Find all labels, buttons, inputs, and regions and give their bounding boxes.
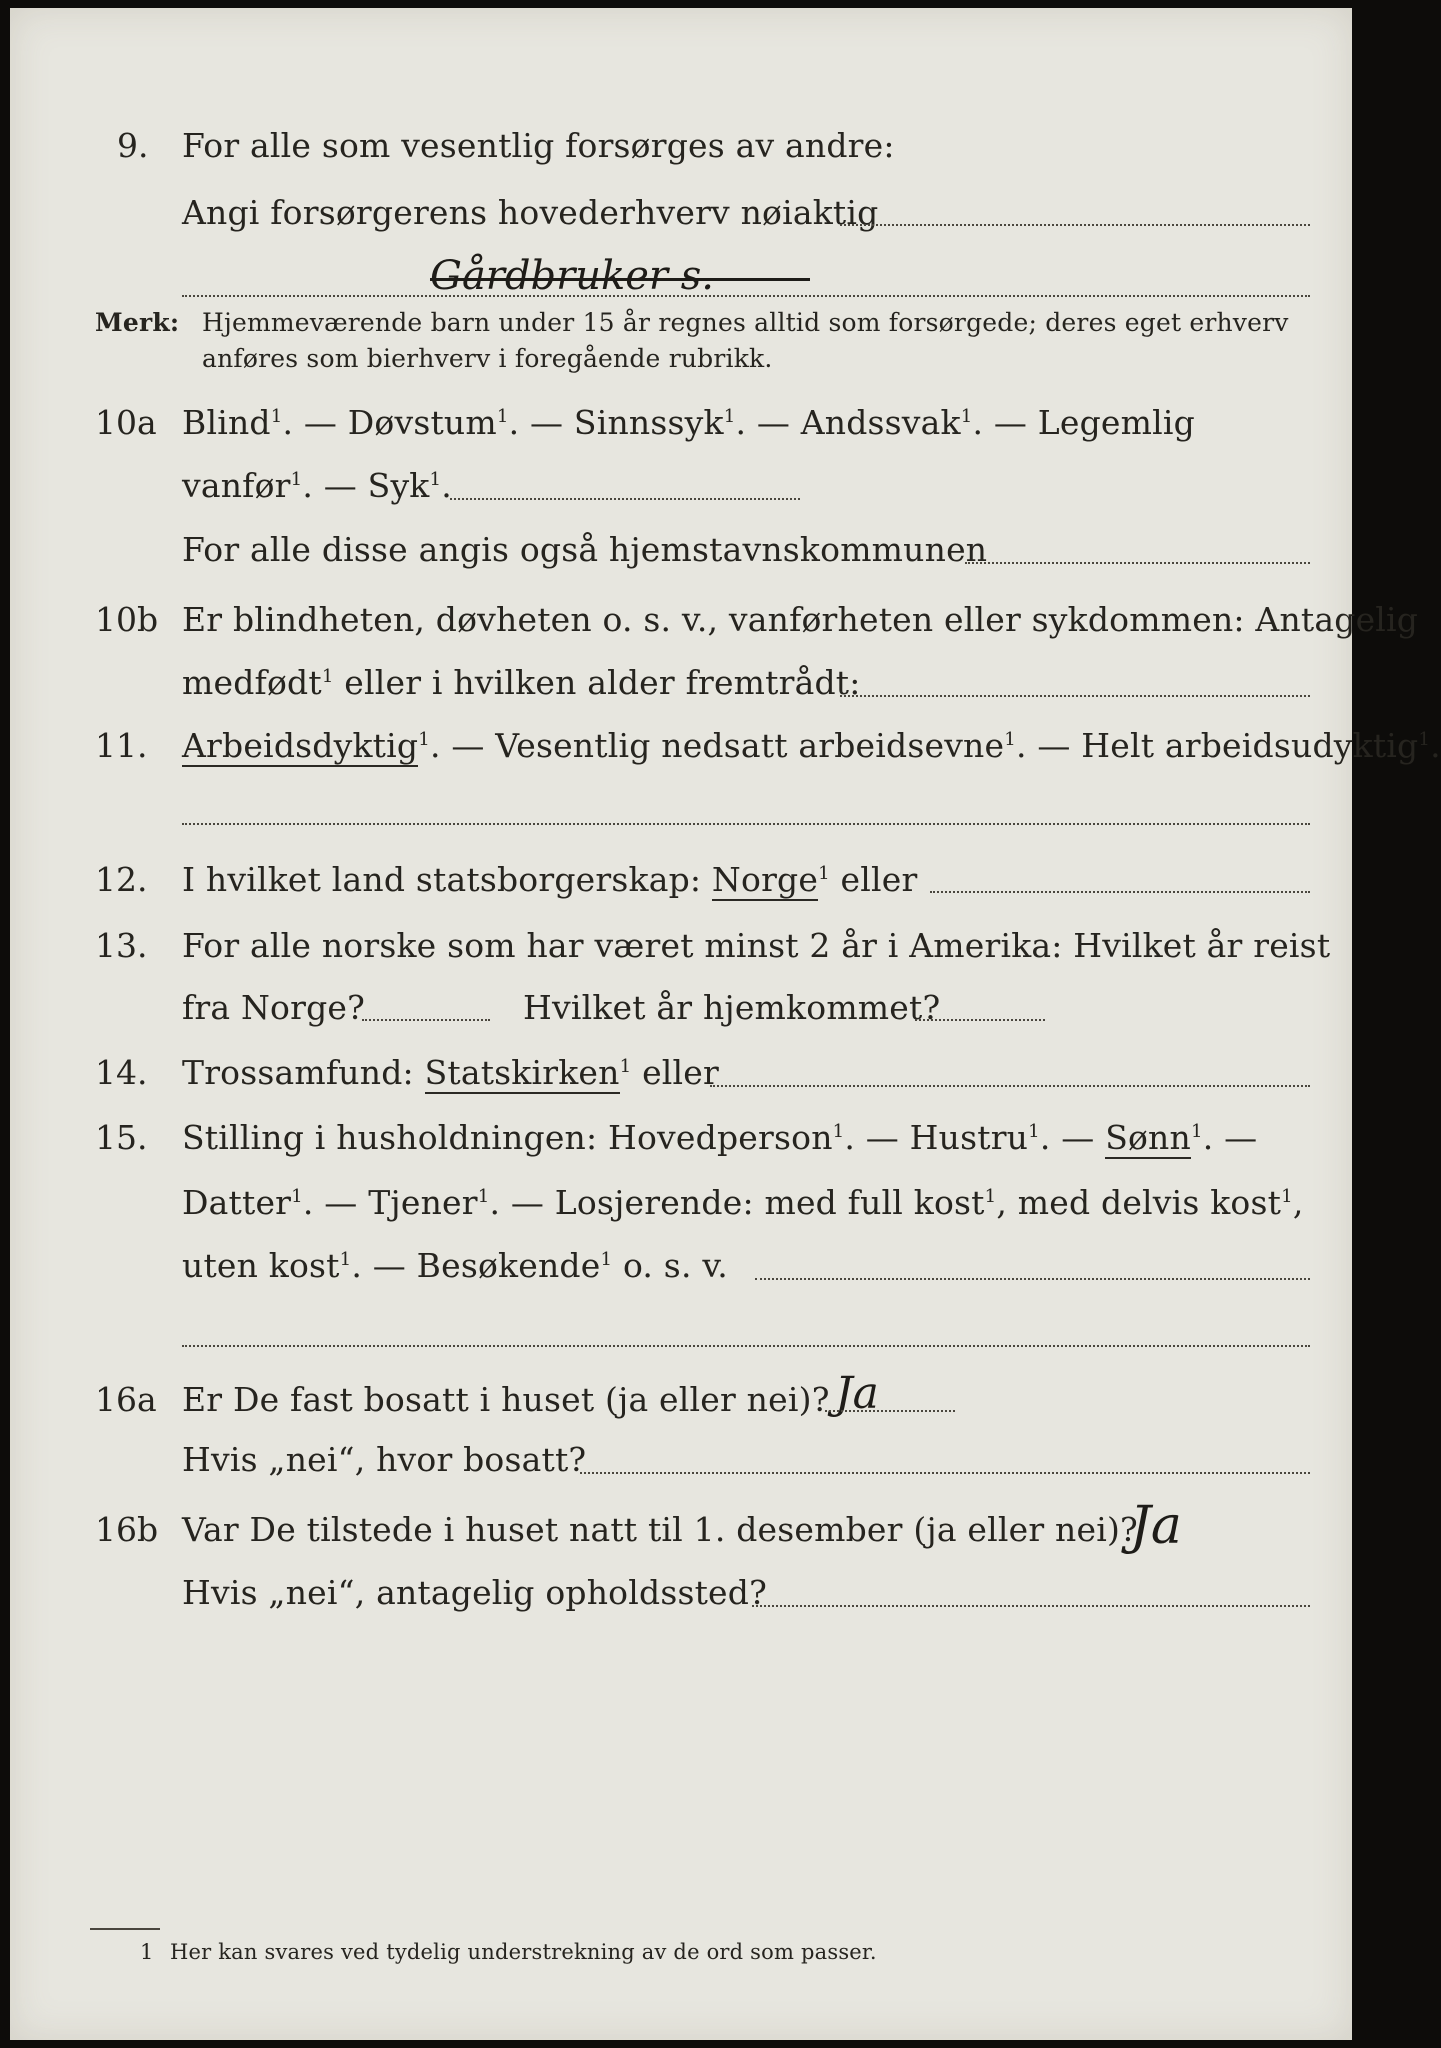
footnote-text: Her kan svares ved tydelig understrekning av de ord som passer.: [170, 1940, 877, 1964]
q13-answer-line-1: [362, 1019, 490, 1021]
q15-number: 15.: [95, 1118, 148, 1157]
q13-answer-line-2: [915, 1019, 1045, 1021]
q10a-line3: For alle disse angis også hjemstavnskommunen: [182, 530, 988, 569]
q16b-line1: Var De tilstede i huset natt til 1. desember (ja eller nei)?: [182, 1510, 1138, 1549]
q15-underlined-option: Sønn: [1105, 1118, 1191, 1157]
q11-number: 11.: [95, 726, 148, 765]
q12-number: 12.: [95, 860, 148, 899]
q9-number: 9.: [117, 126, 149, 165]
q9-line1: For alle som vesentlig forsørges av andre:: [182, 126, 895, 165]
q14-number: 14.: [95, 1053, 148, 1092]
q10b-answer-line: [840, 695, 1310, 697]
q14-line: Trossamfund: Statskirken$^1$ eller: [182, 1053, 720, 1092]
q16b-handwritten-answer: Ja: [1130, 1496, 1182, 1556]
q10a-line1: Blind$^1$. — Døvstum$^1$. — Sinnssyk$^1$. — Andssvak$^1$. — Legemlig: [182, 403, 1195, 442]
q10b-line2: medfødt$^1$ eller i hvilken alder fremtrådt:: [182, 663, 861, 702]
q10b-line1: Er blindheten, døvheten o. s. v., vanførheten eller sykdommen: Antagelig: [182, 600, 1419, 639]
q11-underlined-option: Arbeidsdyktig: [182, 726, 419, 765]
q13-line2b: Hvilket år hjemkommet?: [523, 988, 941, 1027]
q15-line1: Stilling i husholdningen: Hovedperson$^1$. — Hustru$^1$. — Sønn$^1$. —: [182, 1118, 1258, 1157]
q13-number: 13.: [95, 926, 148, 965]
merk-label: Merk:: [95, 308, 180, 337]
q11-line: Arbeidsdyktig$^1$. — Vesentlig nedsatt arbeidsevne$^1$. — Helt arbeidsudyktig$^1$.: [182, 726, 1441, 765]
q14-underlined-option: Statskirken: [424, 1053, 620, 1092]
merk-line2: anføres som bierhverv i foregående rubrikk.: [202, 344, 773, 373]
q10a-number: 10a: [95, 403, 157, 442]
q9-handwritten-answer: Gårdbruker s.: [430, 253, 715, 299]
q15-answer-line-1: [755, 1278, 1310, 1280]
census-form-page: [10, 8, 1441, 2040]
q9-strikethrough: [430, 278, 810, 281]
q10b-number: 10b: [95, 600, 159, 639]
q9-answer-line-1: [840, 224, 1310, 226]
q9-answer-line-2: [182, 295, 1310, 297]
q10a-answer-line-1: [450, 498, 800, 500]
footnote-rule: [90, 1928, 160, 1930]
q11-answer-line: [182, 823, 1310, 825]
q16a-handwritten-answer: Ja: [835, 1368, 879, 1419]
q10a-line2: vanfør$^1$. — Syk$^1$.: [182, 466, 452, 505]
q15-line3: uten kost$^1$. — Besøkende$^1$ o. s. v.: [182, 1246, 728, 1285]
q16a-number: 16a: [95, 1380, 157, 1419]
merk-line1: Hjemmeværende barn under 15 år regnes alltid som forsørgede; deres eget erhverv: [202, 308, 1289, 337]
q16a-line1: Er De fast bosatt i huset (ja eller nei)?: [182, 1380, 830, 1419]
q16b-answer-line: [752, 1605, 1310, 1607]
q16b-number: 16b: [95, 1510, 159, 1549]
footnote-mark: 1: [140, 1940, 154, 1964]
q13-line1: For alle norske som har været minst 2 år i Amerika: Hvilket år reist: [182, 926, 1331, 965]
q16a-line2: Hvis „nei“, hvor bosatt?: [182, 1440, 587, 1479]
q12-answer-line: [930, 891, 1310, 893]
q16b-line2: Hvis „nei“, antagelig opholdssted?: [182, 1573, 767, 1612]
q16a-answer-line-2: [580, 1472, 1310, 1474]
q12-underlined-option: Norge: [711, 860, 819, 899]
q9-line2: Angi forsørgerens hovederhverv nøiaktig: [182, 193, 879, 232]
q12-line: I hvilket land statsborgerskap: Norge$^1$ eller: [182, 860, 918, 899]
q13-line2a: fra Norge?: [182, 988, 366, 1027]
q14-answer-line: [710, 1085, 1310, 1087]
q16a-answer-line-1: [825, 1410, 955, 1412]
q15-line2: Datter$^1$. — Tjener$^1$. — Losjerende: med full kost$^1$, med delvis kost$^1$,: [182, 1183, 1304, 1222]
q15-answer-line-2: [182, 1345, 1310, 1347]
q10a-answer-line-2: [965, 562, 1310, 564]
